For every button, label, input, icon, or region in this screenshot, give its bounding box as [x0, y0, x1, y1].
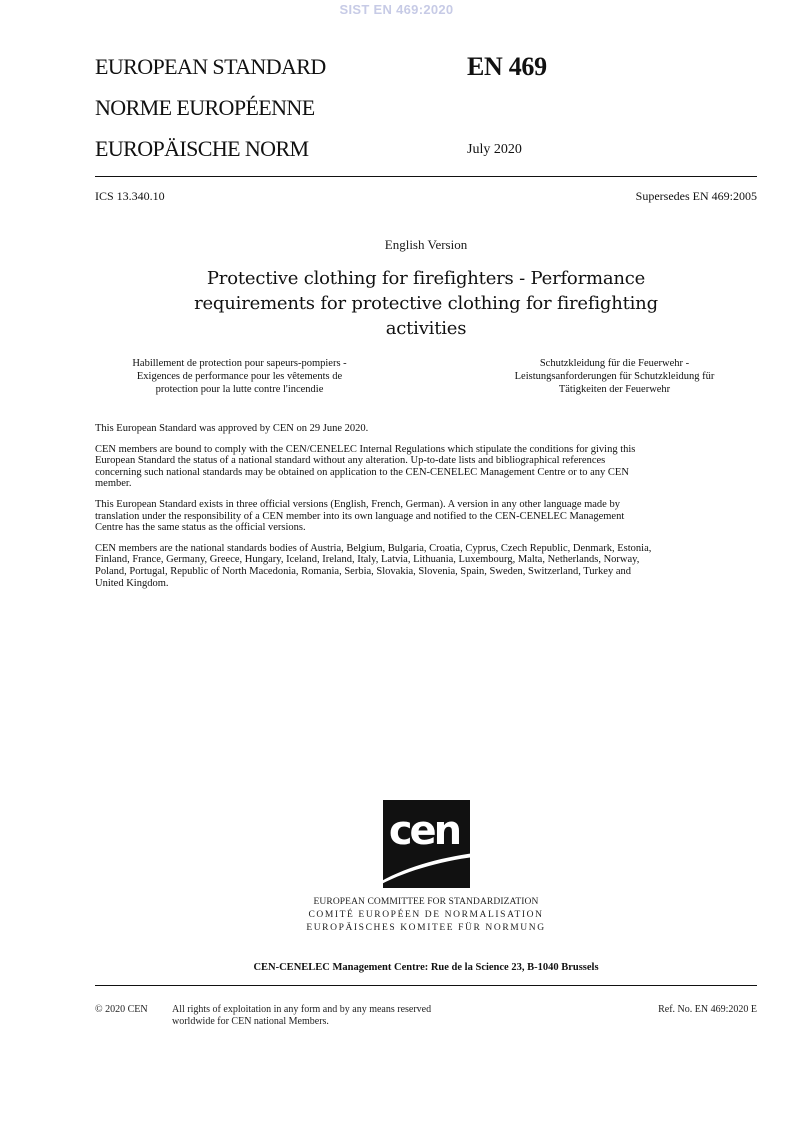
- members-paragraph: [95, 543, 757, 589]
- copyright: © 2020 CEN: [95, 1004, 148, 1015]
- standard-names: [95, 56, 326, 179]
- paragraph-line: member.: [95, 478, 132, 490]
- title-line: Protective clothing for firefighters - Performance: [206, 268, 646, 289]
- rights-line: All rights of exploitation in any form and by any means reserved: [172, 1004, 432, 1015]
- paragraph-line: Centre has the same status as the official versions.: [95, 522, 306, 534]
- watermark: SIST EN 469:2020: [339, 2, 454, 17]
- cen-logo-text: cen: [388, 808, 460, 854]
- approval-paragraph: [95, 423, 757, 435]
- title-line: requirements for protective clothing for firefighting: [194, 293, 658, 314]
- top-divider: [95, 176, 757, 177]
- paragraph-line: Poland, Portugal, Republic of North Macedonia, Romania, Serbia, Slovakia, Slovenia, Spain, Sweden, Switzerland, Turkey and: [95, 565, 632, 577]
- ics-code: ICS 13.340.10: [95, 189, 165, 203]
- org-name-fr: COMITÉ EUROPÉEN DE NORMALISATION: [308, 910, 544, 920]
- management-centre-address: CEN-CENELEC Management Centre: Rue de la Science 23, B-1040 Brussels: [253, 962, 599, 973]
- paragraph-line: This European Standard was approved by CEN on 29 June 2020.: [95, 423, 369, 434]
- supersedes-note: Supersedes EN 469:2005: [635, 189, 757, 203]
- org-name-de: EUROPÄISCHES KOMITEE FÜR NORMUNG: [306, 923, 546, 933]
- standard-number: EN 469: [467, 52, 547, 81]
- paragraph-line: This European Standard exists in three official versions (English, French, German). A version in any other language made by: [95, 498, 620, 510]
- compliance-paragraph: [95, 444, 757, 490]
- paragraph-line: concerning such national standards may be obtained on application to the CEN-CENELEC Management Centre or to any CEN: [95, 466, 629, 478]
- paragraph-line: CEN members are the national standards bodies of Austria, Belgium, Bulgaria, Croatia, Cyprus, Czech Republic, Denmark, Estonia,: [95, 542, 652, 554]
- standard-body: [95, 423, 757, 598]
- paragraph-line: translation under the responsibility of a CEN member into its own language and notified to the CEN-CENELEC Management: [95, 510, 625, 522]
- title-line: activities: [385, 318, 467, 339]
- paragraph-line: United Kingdom.: [95, 577, 169, 589]
- reference-number: Ref. No. EN 469:2020 E: [658, 1004, 757, 1015]
- paragraph-line: Finland, France, Germany, Greece, Hungary, Iceland, Ireland, Italy, Latvia, Lithuania, Luxembourg, Malta, Netherlands, Norway,: [95, 554, 640, 566]
- french-title: [97, 357, 382, 396]
- paragraph-line: European Standard the status of a national standard without any alteration. Up-to-date lists and bibliographical references: [95, 455, 606, 467]
- german-title-line: Tätigkeiten der Feuerwehr: [558, 384, 671, 395]
- french-title-line: protection pour la lutte contre l'incendie: [155, 384, 324, 395]
- standard-name-en: EUROPEAN STANDARD: [95, 54, 326, 79]
- standard-name-de: EUROPÄISCHE NORM: [95, 136, 309, 161]
- french-title-line: Habillement de protection pour sapeurs-pompiers -: [132, 358, 347, 369]
- org-name-en: EUROPEAN COMMITTEE FOR STANDARDIZATION: [313, 897, 539, 907]
- publication-date: July 2020: [467, 142, 522, 157]
- german-title-line: Leistungsanforderungen für Schutzkleidung für: [514, 371, 715, 382]
- document-title: [150, 266, 702, 341]
- french-title-line: Exigences de performance pour les vêtements de: [136, 371, 343, 382]
- language-version: English Version: [384, 237, 468, 252]
- paragraph-line: CEN members are bound to comply with the CEN/CENELEC Internal Regulations which stipulate the conditions for giving this: [95, 443, 636, 455]
- bottom-divider: [95, 985, 757, 986]
- organization-names: [250, 896, 602, 935]
- rights-notice: [172, 1004, 532, 1028]
- german-title-line: Schutzkleidung für die Feuerwehr -: [539, 358, 690, 369]
- standard-name-fr: NORME EUROPÉENNE: [95, 95, 315, 120]
- cen-logo-icon: [370, 800, 485, 890]
- german-title: [472, 357, 757, 396]
- versions-paragraph: [95, 499, 757, 534]
- rights-line: worldwide for CEN national Members.: [172, 1016, 329, 1027]
